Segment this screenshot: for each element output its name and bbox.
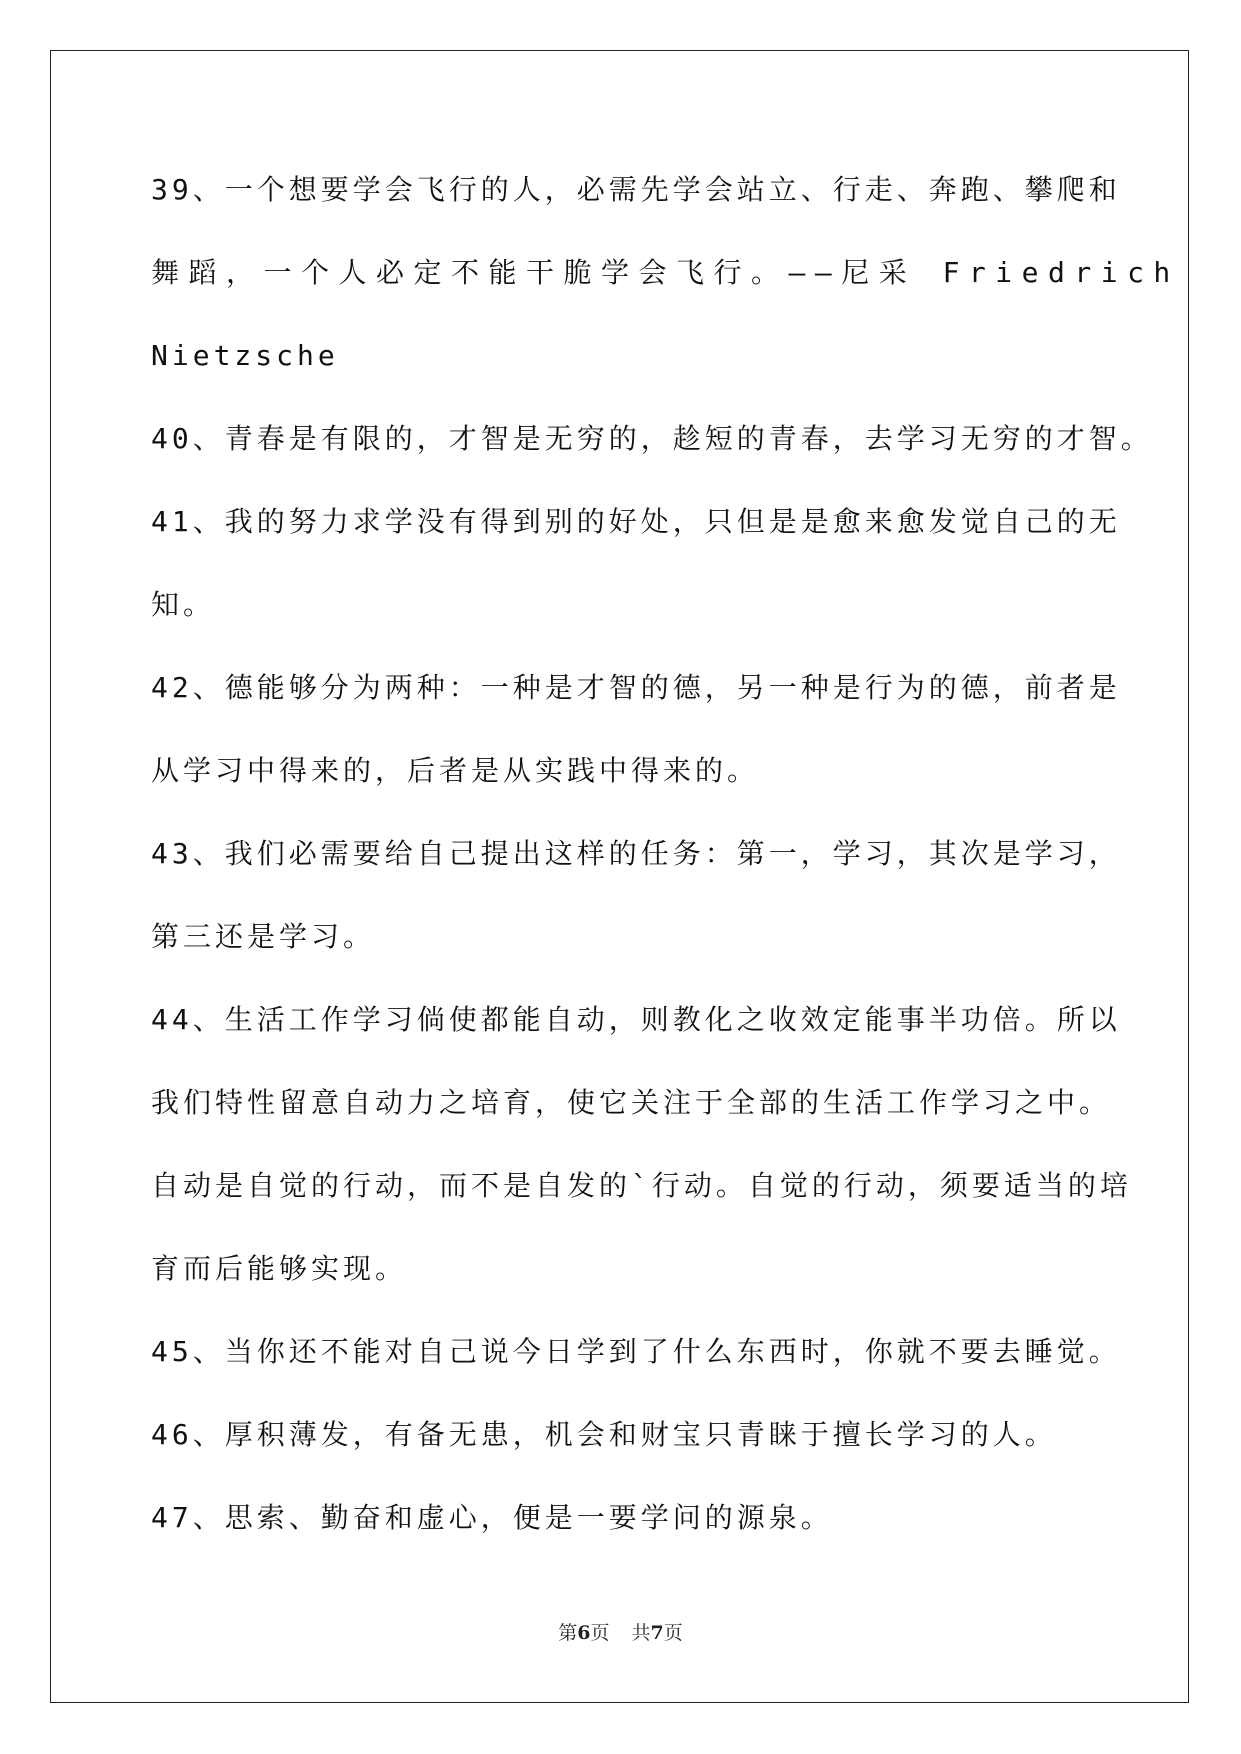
- text-line: 育而后能够实现。: [151, 1252, 408, 1285]
- text-line: 45、当你还不能对自己说今日学到了什么东西时，你就不要去睡觉。: [151, 1335, 1121, 1368]
- text-line: 43、我们必需要给自己提出这样的任务：第一，学习，其次是学习，: [151, 837, 1121, 870]
- text-line: 知。: [151, 588, 216, 621]
- text-line: 舞蹈，一个人必定不能干脆学会飞行。——尼采 Friedrich: [151, 256, 1180, 289]
- text-line: 40、青春是有限的，才智是无穷的，趁短的青春，去学习无穷的才智。: [151, 422, 1153, 455]
- footer-total-unit: 页: [663, 1622, 683, 1644]
- total-page-number: 7: [650, 1622, 664, 1644]
- text-line: 第三还是学习。: [151, 920, 376, 953]
- footer-page-unit: 页: [590, 1622, 610, 1644]
- text-line: Nietzsche: [151, 339, 339, 372]
- page-footer: [0, 1618, 1241, 1645]
- text-line: 42、德能够分为两种：一种是才智的德，另一种是行为的德，前者是: [151, 671, 1121, 704]
- text-line: 44、生活工作学习倘使都能自动，则教化之收效定能事半功倍。所以: [151, 1003, 1121, 1036]
- text-line: 自动是自觉的行动，而不是自发的`行动。自觉的行动，须要适当的培: [151, 1169, 1132, 1202]
- document-body: [151, 160, 1180, 1571]
- footer-total-prefix: 共: [631, 1622, 651, 1644]
- footer-prefix: 第: [558, 1622, 578, 1644]
- text-line: 39、一个想要学会飞行的人，必需先学会站立、行走、奔跑、攀爬和: [151, 173, 1121, 206]
- current-page-number: 6: [577, 1622, 591, 1644]
- text-line: 我们特性留意自动力之培育，使它关注于全部的生活工作学习之中。: [151, 1086, 1112, 1119]
- text-line: 从学习中得来的，后者是从实践中得来的。: [151, 754, 760, 787]
- text-line: 47、思索、勤奋和虚心，便是一要学问的源泉。: [151, 1501, 833, 1534]
- text-line: 41、我的努力求学没有得到别的好处，只但是是愈来愈发觉自己的无: [151, 505, 1121, 538]
- text-line: 46、厚积薄发，有备无患，机会和财宝只青睐于擅长学习的人。: [151, 1418, 1057, 1451]
